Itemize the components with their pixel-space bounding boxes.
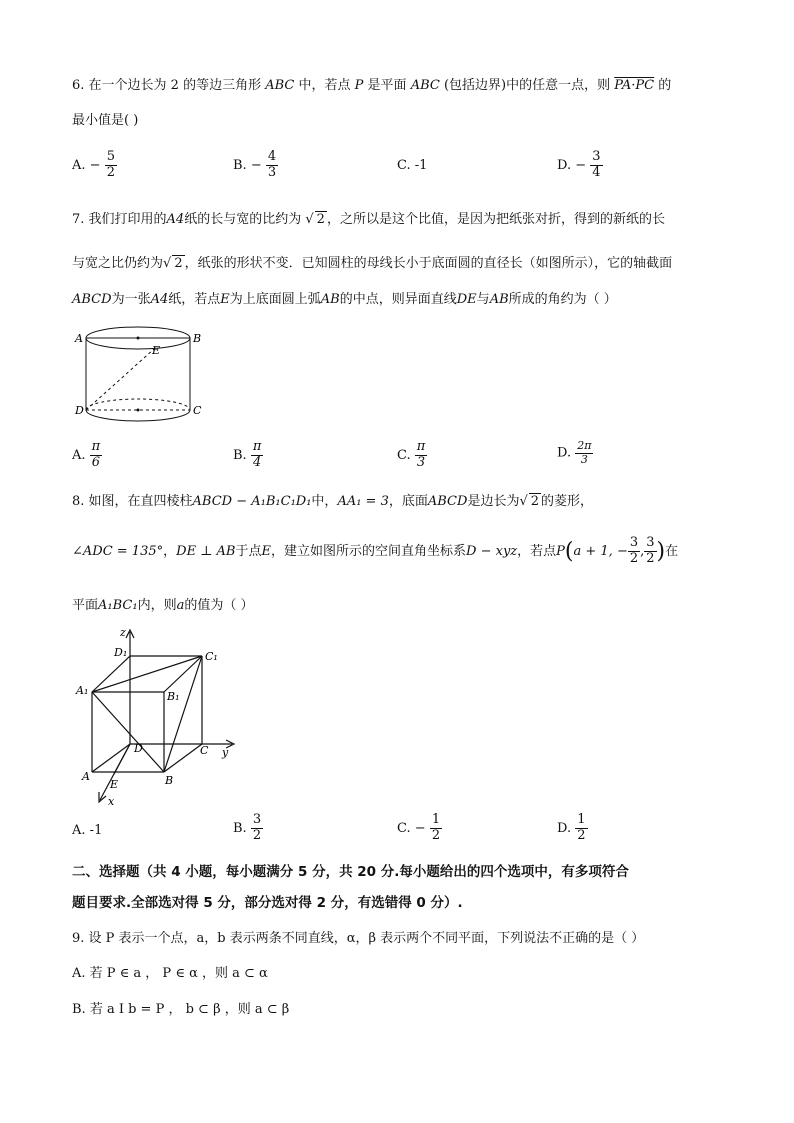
label-e: E [152, 344, 161, 357]
label-b: B [193, 332, 202, 345]
q7-option-d[interactable]: D. $\frac{2\pi}{3}$ [557, 439, 592, 466]
q6-option-a[interactable]: A. − $\frac{5}{2}$ [72, 149, 115, 180]
q6-stem-line1: 6. 在一个边长为 2 的等边三角形 ABC 中，若点 P 是平面 ABC (包括边界)中的任意一点，则 PA·PC 的 [72, 78, 672, 93]
q8-option-b[interactable]: B. $\frac{3}{2}$ [233, 812, 262, 843]
label-a: A [82, 770, 90, 783]
label-b: B [165, 774, 174, 787]
q7-stem-line3: ABCD为一张A4纸，若点E为上底面圆上弧AB的中点，则异面直线DE与AB所成的角约为（ ） [72, 292, 617, 307]
q7-option-b[interactable]: B. $\frac{\pi}{4}$ [233, 439, 262, 470]
label-a: A [75, 332, 83, 345]
cylinder-figure [72, 318, 212, 438]
section2-heading-line1: 二、选择题（共 4 小题，每小题满分 5 分，共 20 分.每小题给出的四个选项中，有多项符合 [72, 864, 629, 880]
label-z: z [120, 626, 126, 639]
q6-option-b[interactable]: B. − $\frac{4}{3}$ [233, 149, 277, 180]
label-c: C [193, 404, 202, 417]
section2-heading-line2: 题目要求.全部选对得 5 分，部分选对得 2 分，有选错得 0 分）. [72, 895, 463, 911]
label-d: D [134, 742, 143, 755]
label-d1: D₁ [114, 646, 128, 659]
vector-product: PA·PC [614, 78, 655, 93]
q9-stem: 9. 设 P 表示一个点，a，b 表示两条不同直线，α，β 表示两个不同平面，下列说法不正确的是（ ） [72, 931, 645, 946]
q6-stem-line2: 最小值是( ) [72, 113, 139, 128]
q8-stem-line3: 平面A₁BC₁内，则a的值为（ ） [72, 598, 254, 613]
label-b1: B₁ [167, 690, 180, 703]
q7-stem-line1: 7. 我们打印用的A4纸的长与宽的比约为 √ 2 ，之所以是这个比值，是因为把纸张对折，得到的新纸的长 [72, 212, 665, 227]
label-x: x [108, 795, 115, 808]
q8-option-c[interactable]: C. − $\frac{1}{2}$ [397, 812, 441, 843]
q6-option-d[interactable]: D. − $\frac{3}{4}$ [557, 149, 601, 180]
q8-stem-line2: ∠ADC = 135°，DE ⊥ AB于点E，建立如图所示的空间直角坐标系D − xyz，若点P(a + 1, − $\frac{3}{2}$ , $\frac{3}{2}$ )在 [72, 535, 679, 566]
label-e: E [110, 778, 119, 791]
label-c1: C₁ [205, 650, 218, 663]
q9-option-b[interactable]: B. 若 a I b = P ， b ⊂ β ，则 a ⊂ β [72, 1002, 290, 1017]
label-a1: A₁ [76, 684, 89, 697]
label-c: C [200, 744, 209, 757]
q7-option-a[interactable]: A. $\frac{\pi}{6}$ [72, 439, 101, 470]
label-d: D [75, 404, 84, 417]
q8-stem-line1: 8. 如图，在直四棱柱ABCD − A₁B₁C₁D₁中，AA₁ = 3，底面ABCD是边长为√ 2 的菱形， [72, 494, 594, 509]
prism-figure [72, 624, 242, 809]
q8-option-a[interactable]: A. -1 [72, 823, 103, 838]
q7-stem-line2: 与宽之比仍约为√ 2 ，纸张的形状不变．已知圆柱的母线长小于底面圆的直径长（如图所示），它的轴截面 [72, 256, 673, 271]
label-y: y [222, 746, 229, 759]
q9-option-a[interactable]: A. 若 P ∈ a ， P ∈ α ，则 a ⊂ α [72, 966, 268, 981]
q6-option-c[interactable]: C. -1 [397, 158, 428, 173]
q7-option-c[interactable]: C. $\frac{\pi}{3}$ [397, 439, 426, 470]
q8-option-d[interactable]: D. $\frac{1}{2}$ [557, 812, 586, 843]
